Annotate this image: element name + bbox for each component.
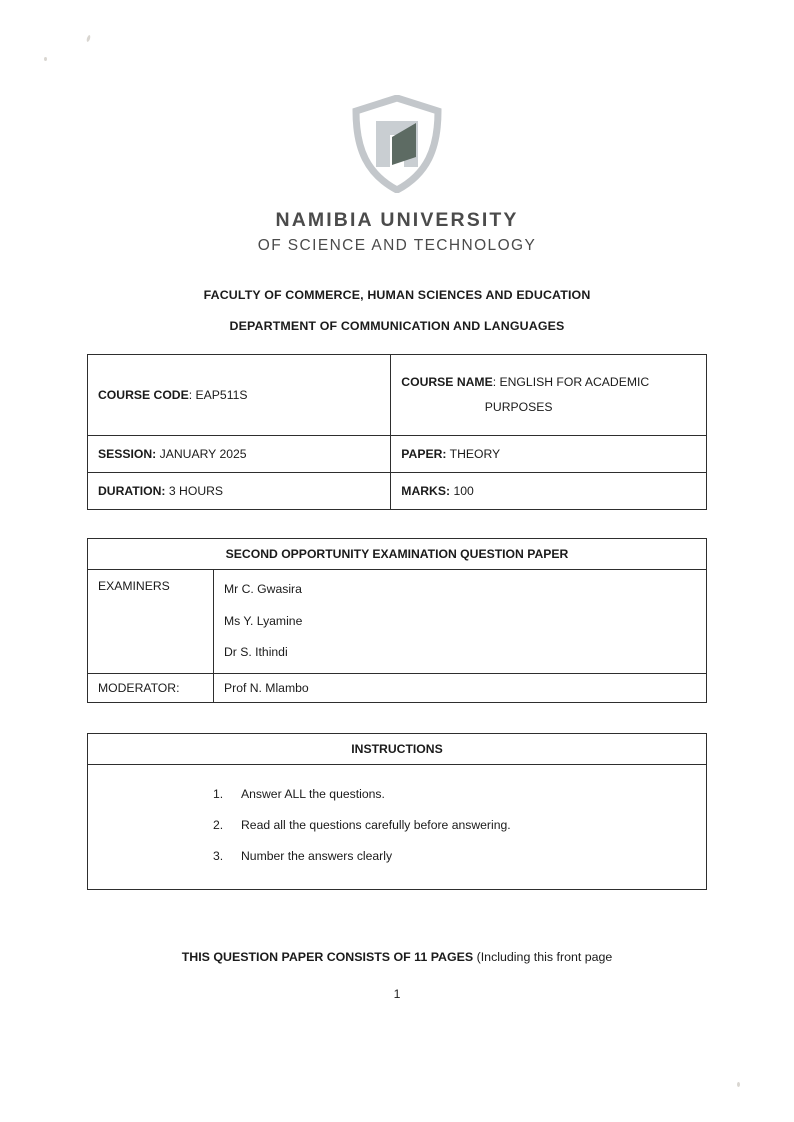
course-code-cell [88, 355, 391, 436]
course-details-table [87, 354, 707, 510]
table-row [88, 473, 707, 510]
page-count-note [87, 950, 707, 964]
table-row [88, 539, 707, 570]
instruction-text: Answer ALL the questions. [241, 787, 385, 802]
faculty-line: FACULTY OF COMMERCE, HUMAN SCIENCES AND EDUCATION [203, 288, 591, 302]
scan-speck [44, 57, 47, 61]
page-count-normal: (Including this front page [476, 949, 613, 964]
moderator-value: Prof N. Mlambo [214, 674, 707, 703]
session-label: SESSION: [98, 447, 157, 462]
instruction-number: 2. [213, 818, 224, 833]
paper-label: PAPER: [401, 447, 447, 462]
course-name-value-line2: PURPOSES [484, 400, 553, 415]
instruction-number: 1. [213, 787, 224, 802]
course-name-cell [391, 355, 707, 436]
list-item [98, 779, 696, 810]
course-name-colon: : [492, 375, 500, 389]
department-line: DEPARTMENT OF COMMUNICATION AND LANGUAGES [229, 319, 565, 333]
table-row [88, 674, 707, 703]
examiners-label: EXAMINERS [88, 570, 214, 674]
paper-value: THEORY [449, 447, 501, 462]
marks-value: 100 [453, 484, 474, 499]
exam-table-heading: SECOND OPPORTUNITY EXAMINATION QUESTION PAPER [88, 539, 707, 570]
logo-container [87, 0, 707, 193]
university-name: NAMIBIA UNIVERSITY [275, 209, 519, 231]
table-row [88, 734, 707, 765]
scan-speck [737, 1082, 740, 1087]
moderator-label: MODERATOR: [88, 674, 214, 703]
table-row [88, 570, 707, 674]
course-code-value: EAP511S [195, 388, 248, 403]
list-item [98, 841, 696, 872]
university-subtitle: OF SCIENCE AND TECHNOLOGY [257, 237, 537, 254]
duration-cell [88, 473, 391, 510]
table-row [88, 355, 707, 436]
instruction-number: 3. [213, 849, 224, 864]
session-cell [88, 436, 391, 473]
examiners-list [214, 570, 707, 674]
page-number: 1 [393, 986, 401, 1001]
instructions-body [88, 765, 707, 889]
list-item: Mr C. Gwasira [224, 582, 302, 597]
instruction-text: Read all the questions carefully before answering. [241, 818, 511, 833]
course-name-value: ENGLISH FOR ACADEMIC [499, 375, 650, 389]
paper-cell [391, 436, 707, 473]
table-row [88, 765, 707, 889]
marks-label: MARKS: [401, 484, 451, 499]
course-name-label: COURSE NAME [401, 375, 493, 389]
list-item [98, 810, 696, 841]
instructions-heading: INSTRUCTIONS [88, 734, 707, 765]
instructions-table [87, 733, 707, 889]
table-row [88, 436, 707, 473]
list-item: Ms Y. Lyamine [224, 613, 303, 628]
course-code-label: COURSE CODE [98, 388, 189, 403]
examination-table [87, 538, 707, 703]
page-count-bold: THIS QUESTION PAPER CONSISTS OF 11 PAGES [181, 949, 474, 964]
instruction-text: Number the answers clearly [241, 849, 393, 864]
duration-label: DURATION: [98, 484, 166, 499]
marks-cell [391, 473, 707, 510]
instructions-list [98, 779, 696, 872]
course-code-colon: : [188, 388, 196, 403]
nust-shield-logo-icon [351, 95, 443, 193]
duration-value: 3 HOURS [168, 484, 224, 499]
list-item: Dr S. Ithindi [224, 645, 288, 660]
session-value: JANUARY 2025 [159, 447, 247, 462]
